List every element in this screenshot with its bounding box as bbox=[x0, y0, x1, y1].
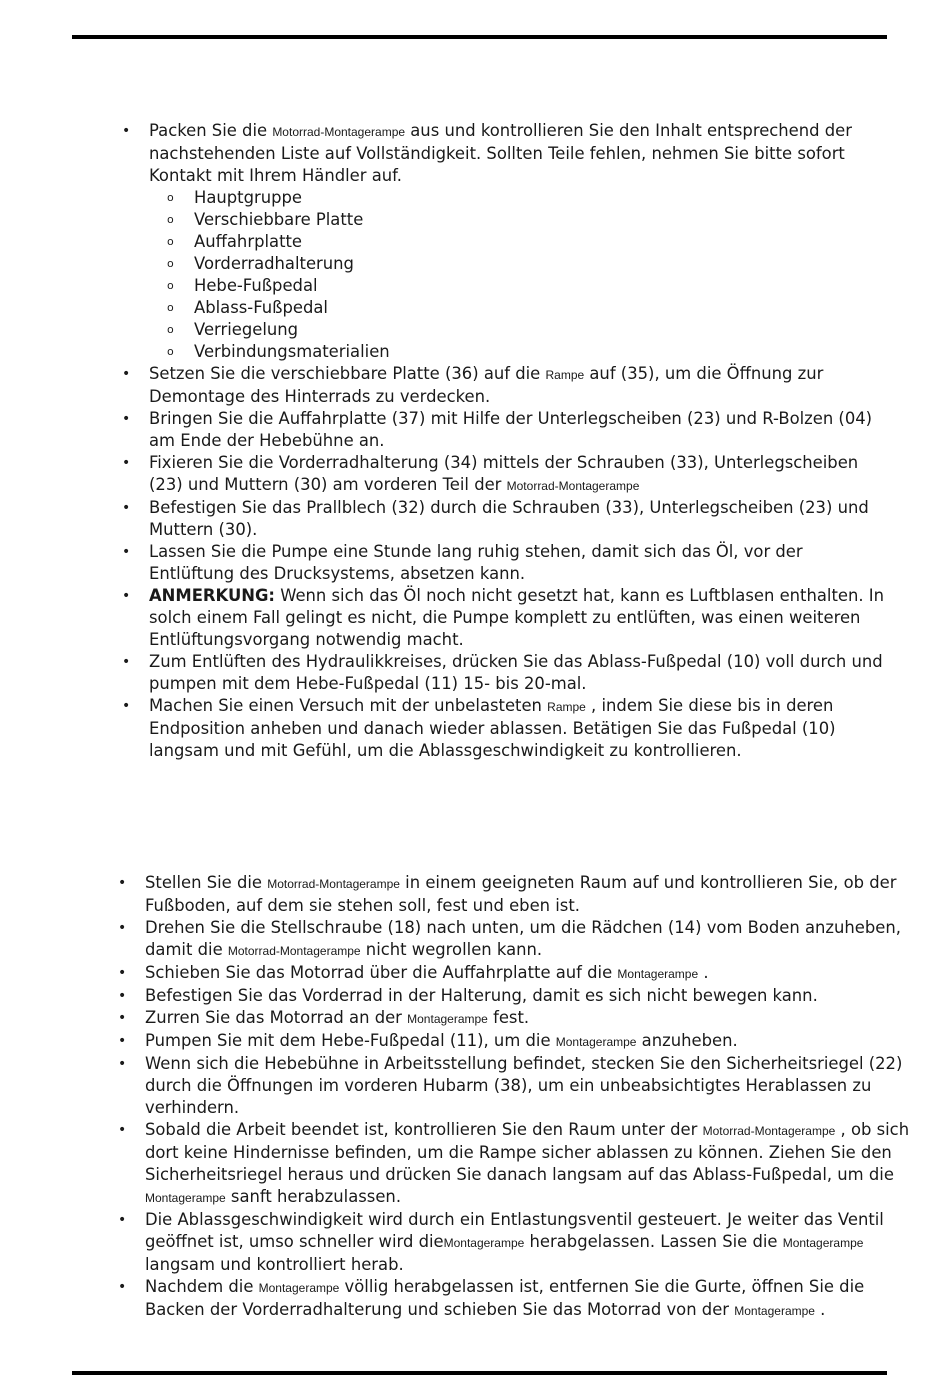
instruction-item bbox=[122, 452, 892, 497]
instruction-text: Stellen Sie die bbox=[145, 873, 268, 892]
parts-list-item bbox=[167, 297, 892, 319]
part-name: Verschiebbare Platte bbox=[194, 210, 364, 229]
product-name: Motorrad-Montagerampe bbox=[702, 1124, 836, 1138]
instruction-text: . bbox=[814, 1300, 826, 1319]
instruction-item bbox=[118, 1007, 918, 1030]
parts-list-item bbox=[167, 231, 892, 253]
sub-bullet-icon: o bbox=[167, 235, 174, 248]
sub-bullet-icon: o bbox=[167, 301, 174, 314]
bullet-icon: • bbox=[118, 920, 127, 936]
sub-bullet-icon: o bbox=[167, 279, 174, 292]
part-name: Verbindungsmaterialien bbox=[194, 342, 390, 361]
instruction-item bbox=[122, 651, 892, 695]
product-name: Montagerampe bbox=[407, 1012, 488, 1026]
product-name: Montagerampe bbox=[617, 967, 699, 981]
product-name: Rampe bbox=[545, 368, 585, 382]
bullet-icon: • bbox=[122, 411, 131, 427]
sub-bullet-icon: o bbox=[167, 213, 174, 226]
instruction-item bbox=[118, 985, 918, 1007]
product-name: Montagerampe bbox=[258, 1281, 340, 1295]
instruction-text: Schieben Sie das Motorrad über die Auffahrplatte auf die bbox=[145, 963, 618, 982]
instruction-text: Zurren Sie das Motorrad an der bbox=[145, 1008, 408, 1027]
instruction-item bbox=[118, 1119, 918, 1209]
bottom-rule bbox=[72, 1371, 887, 1375]
instruction-item bbox=[118, 1209, 918, 1276]
bullet-icon: • bbox=[118, 965, 127, 981]
instruction-item bbox=[118, 872, 918, 917]
instruction-text: aus und kontrollieren Sie den Inhalt entsprechend der nachstehenden Liste auf Vollständigkeit. Sollten Teile fehlen, nehmen Sie bitte sofort Kontakt mit Ihrem Händler auf. bbox=[149, 121, 852, 185]
instruction-item bbox=[118, 1276, 918, 1322]
bullet-icon: • bbox=[118, 1010, 127, 1026]
product-name: Montagerampe bbox=[782, 1236, 864, 1250]
instruction-text: Befestigen Sie das Vorderrad in der Halterung, damit es sich nicht bewegen kann. bbox=[145, 986, 818, 1005]
instruction-text: Zum Entlüften des Hydraulikkreises, drücken Sie das Ablass-Fußpedal (10) voll durch und pumpen mit dem Hebe-Fußpedal (11) 15- bis 20-mal. bbox=[149, 652, 883, 693]
bullet-icon: • bbox=[118, 988, 127, 1004]
instruction-item bbox=[118, 1053, 918, 1119]
setup-instructions-list bbox=[122, 120, 892, 762]
instruction-text: nicht wegrollen kann. bbox=[360, 940, 543, 959]
part-name: Auffahrplatte bbox=[194, 232, 303, 251]
part-name: Hauptgruppe bbox=[194, 188, 303, 207]
bullet-icon: • bbox=[122, 366, 131, 382]
instruction-text: in einem geeigneten Raum auf und kontrollieren Sie, ob der Fußboden, auf dem sie stehen soll, fest und eben ist. bbox=[145, 873, 897, 915]
instruction-text: Packen Sie die bbox=[149, 121, 273, 140]
instruction-item bbox=[122, 497, 892, 541]
instruction-text: sanft herabzulassen. bbox=[225, 1187, 402, 1206]
instruction-text: Lassen Sie die Pumpe eine Stunde lang ruhig stehen, damit sich das Öl, vor der Entlüftung des Drucksystems, absetzen kann. bbox=[149, 542, 803, 583]
bullet-icon: • bbox=[122, 698, 131, 714]
instruction-item bbox=[122, 541, 892, 585]
instruction-item bbox=[122, 363, 892, 408]
product-name: Motorrad-Montagerampe bbox=[506, 479, 640, 493]
operation-instructions-list bbox=[118, 872, 918, 1322]
bullet-icon: • bbox=[122, 455, 131, 471]
parts-list-item bbox=[167, 319, 892, 341]
instruction-text: herabgelassen. Lassen Sie die bbox=[524, 1232, 783, 1251]
instruction-text: . bbox=[698, 963, 709, 982]
instruction-text: langsam und kontrolliert herab. bbox=[145, 1255, 404, 1274]
bullet-icon: • bbox=[118, 1122, 127, 1138]
sub-bullet-icon: o bbox=[167, 323, 174, 336]
instruction-item bbox=[122, 120, 892, 187]
part-name: Hebe-Fußpedal bbox=[194, 276, 318, 295]
instruction-item bbox=[118, 1030, 918, 1053]
parts-list-item bbox=[167, 341, 892, 363]
product-name: Montagerampe bbox=[145, 1191, 226, 1205]
part-name: Vorderradhalterung bbox=[194, 254, 354, 273]
sub-bullet-icon: o bbox=[167, 191, 174, 204]
parts-checklist bbox=[122, 187, 892, 363]
product-name: Motorrad-Montagerampe bbox=[272, 125, 406, 139]
instruction-item bbox=[118, 917, 918, 962]
instruction-text: Pumpen Sie mit dem Hebe-Fußpedal (11), um die bbox=[145, 1031, 556, 1050]
bullet-icon: • bbox=[122, 544, 131, 560]
bullet-icon: • bbox=[122, 654, 131, 670]
parts-sublist bbox=[122, 187, 892, 363]
bullet-icon: • bbox=[122, 500, 131, 516]
instruction-text: Bringen Sie die Auffahrplatte (37) mit Hilfe der Unterlegscheiben (23) und R-Bolzen (04) am Ende der Hebebühne an. bbox=[149, 409, 873, 450]
bullet-icon: • bbox=[122, 123, 131, 139]
parts-list-item bbox=[167, 275, 892, 297]
sub-bullet-icon: o bbox=[167, 257, 174, 270]
bullet-icon: • bbox=[122, 588, 131, 604]
instruction-text: , indem Sie diese bis in deren Endposition anheben und danach wieder ablassen. Betätigen Sie das Fußpedal (10) langsam und mit Gefühl, um die Ablassgeschwindigkeit zu kontrollieren. bbox=[149, 696, 836, 760]
product-name: Motorrad-Montagerampe bbox=[227, 944, 361, 958]
instruction-text: Drehen Sie die Stellschraube (18) nach unten, um die Rädchen (14) vom Boden anzuheben, damit die bbox=[145, 918, 901, 959]
product-name: Montagerampe bbox=[734, 1304, 815, 1318]
parts-list-item bbox=[167, 253, 892, 275]
bullet-icon: • bbox=[118, 1212, 127, 1228]
product-name: Motorrad-Montagerampe bbox=[267, 877, 400, 891]
sub-bullet-icon: o bbox=[167, 345, 174, 358]
instruction-text: völlig herabgelassen ist, entfernen Sie die Gurte, öffnen Sie die Backen der Vorderradhalterung und schieben Sie das Motorrad von der bbox=[145, 1277, 865, 1319]
bullet-icon: • bbox=[118, 1279, 127, 1295]
instruction-item bbox=[122, 408, 892, 452]
part-name: Verriegelung bbox=[194, 320, 299, 339]
instruction-item bbox=[122, 585, 892, 651]
parts-list-item bbox=[167, 209, 892, 231]
product-name: Montagerampe bbox=[555, 1035, 637, 1049]
instruction-text: Fixieren Sie die Vorderradhalterung (34) mittels der Schrauben (33), Unterlegscheiben (23) und Muttern (30) am vorderen Teil der bbox=[149, 453, 859, 494]
bullet-icon: • bbox=[118, 875, 127, 891]
instruction-text: Wenn sich die Hebebühne in Arbeitsstellung befindet, stecken Sie den Sicherheitsriegel (22) durch die Öffnungen im vorderen Hubarm (38), um ein unbeabsichtigtes Herablassen zu verhindern. bbox=[145, 1054, 903, 1117]
instruction-text: Befestigen Sie das Prallblech (32) durch die Schrauben (33), Unterlegscheiben (23) und Muttern (30). bbox=[149, 498, 869, 539]
instruction-text: Machen Sie einen Versuch mit der unbelasteten bbox=[149, 696, 548, 715]
instruction-text: auf (35), um die Öffnung zur Demontage des Hinterrads zu verdecken. bbox=[149, 364, 824, 406]
instruction-item bbox=[122, 695, 892, 762]
parts-list-item bbox=[167, 187, 892, 209]
product-name: Rampe bbox=[547, 700, 586, 714]
instruction-text: , ob sich dort keine Hindernisse befinden, um die Rampe sicher ablassen zu können. Ziehen Sie den Sicherheitsriegel heraus und drücken Sie danach langsam auf das Ablass-Fußpedal, um die bbox=[145, 1120, 910, 1184]
instruction-text: Sobald die Arbeit beendet ist, kontrollieren Sie den Raum unter der bbox=[145, 1120, 703, 1139]
note-label: ANMERKUNG: bbox=[149, 586, 275, 605]
instruction-text: Die Ablassgeschwindigkeit wird durch ein Entlastungsventil gesteuert. Je weiter das Ventil geöffnet ist, umso schneller wird die bbox=[145, 1210, 884, 1251]
instruction-text: Wenn sich das Öl noch nicht gesetzt hat, kann es Luftblasen enthalten. In solch einem Fall gelingt es nicht, die Pumpe komplett zu entlüften, was einen weiteren Entlüftungsvorgang notwendig macht. bbox=[149, 586, 884, 649]
instruction-text: fest. bbox=[487, 1008, 530, 1027]
instruction-item bbox=[118, 962, 918, 985]
bullet-icon: • bbox=[118, 1056, 127, 1072]
product-name: Montagerampe bbox=[443, 1236, 525, 1250]
part-name: Ablass-Fußpedal bbox=[194, 298, 328, 317]
instruction-text: Nachdem die bbox=[145, 1277, 259, 1296]
instruction-text: Setzen Sie die verschiebbare Platte (36) auf die bbox=[149, 364, 546, 383]
top-rule bbox=[72, 35, 887, 39]
bullet-icon: • bbox=[118, 1033, 127, 1049]
instruction-text: anzuheben. bbox=[636, 1031, 738, 1050]
